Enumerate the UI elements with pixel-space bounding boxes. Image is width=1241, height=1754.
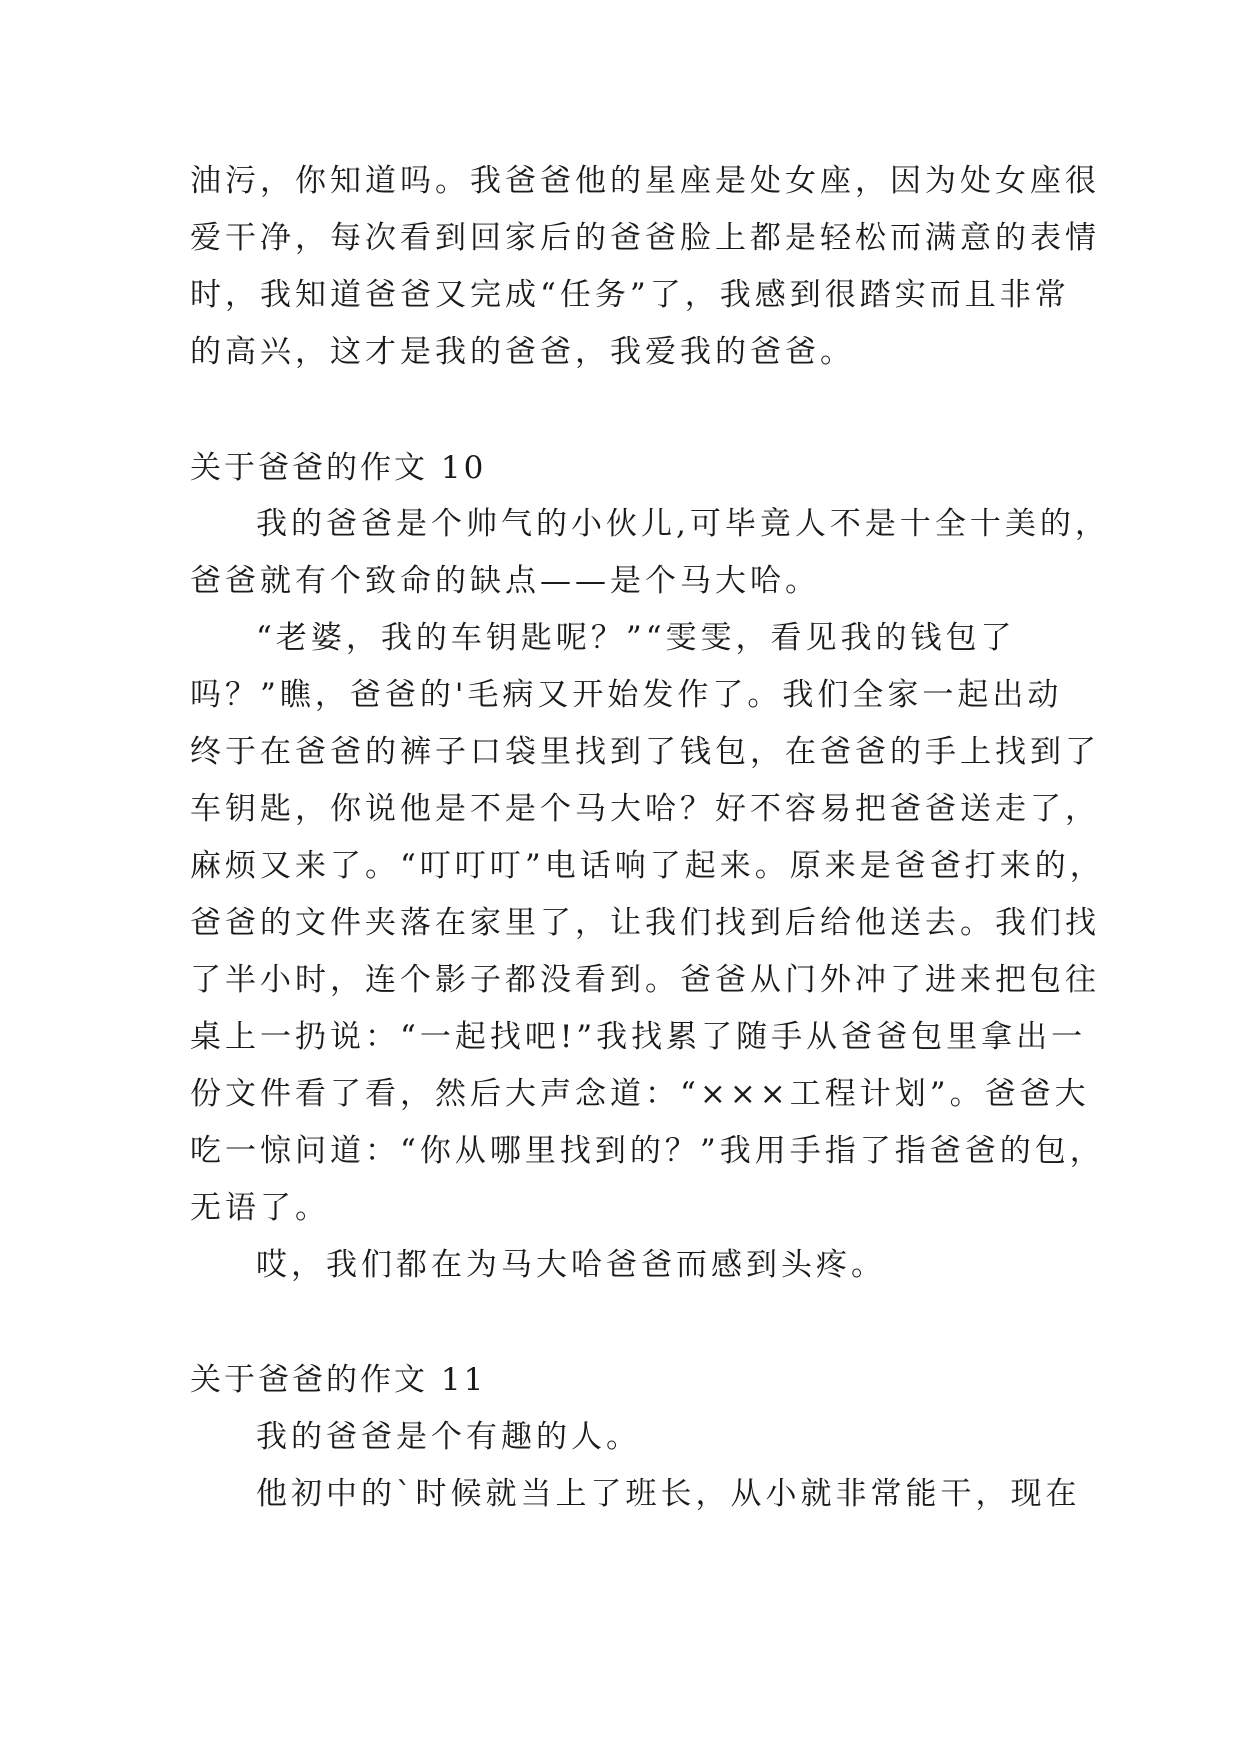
text-line: 他初中的`时候就当上了班长，从小就非常能干，现在 [256, 1476, 1081, 1512]
text-line: 爸爸就有个致命的缺点——是个马大哈。 [190, 563, 820, 599]
section-heading: 关于爸爸的作文 11 [190, 1362, 487, 1398]
text-line: 哎，我们都在为马大哈爸爸而感到头疼。 [256, 1247, 886, 1283]
text-line: 了半小时，连个影子都没看到。爸爸从门外冲了进来把包往 [190, 962, 1100, 998]
text-line: 我的爸爸是个帅气的小伙儿,可毕竟人不是十全十美的， [256, 506, 1110, 542]
text-line: 吃一惊问道：“你从哪里找到的？”我用手指了指爸爸的包， [190, 1133, 1105, 1169]
text-line: 份文件看了看，然后大声念道：“×××工程计划”。爸爸大 [190, 1076, 1090, 1112]
text-line: 我的爸爸是个有趣的人。 [256, 1419, 641, 1455]
text-line: 车钥匙，你说他是不是个马大哈？好不容易把爸爸送走了， [190, 791, 1100, 827]
text-line: 油污，你知道吗。我爸爸他的星座是处女座，因为处女座很 [190, 163, 1100, 199]
text-line: 时，我知道爸爸又完成“任务”了，我感到很踏实而且非常 [190, 277, 1070, 313]
section-heading: 关于爸爸的作文 10 [190, 450, 487, 486]
text-line: “老婆，我的车钥匙呢？”“雯雯，看见我的钱包了 [256, 620, 1016, 656]
text-line: 终于在爸爸的裤子口袋里找到了钱包，在爸爸的手上找到了 [190, 734, 1100, 770]
text-line: 爸爸的文件夹落在家里了，让我们找到后给他送去。我们找 [190, 905, 1100, 941]
text-line: 桌上一扔说：“一起找吧!”我找累了随手从爸爸包里拿出一 [190, 1019, 1087, 1055]
text-line: 麻烦又来了。“叮叮叮”电话响了起来。原来是爸爸打来的， [190, 848, 1105, 884]
text-line: 爱干净，每次看到回家后的爸爸脸上都是轻松而满意的表情 [190, 220, 1100, 256]
text-line: 吗？”瞧，爸爸的'毛病又开始发作了。我们全家一起出动 [190, 677, 1063, 713]
text-line: 的高兴，这才是我的爸爸，我爱我的爸爸。 [190, 334, 855, 370]
text-line: 无语了。 [190, 1190, 330, 1226]
